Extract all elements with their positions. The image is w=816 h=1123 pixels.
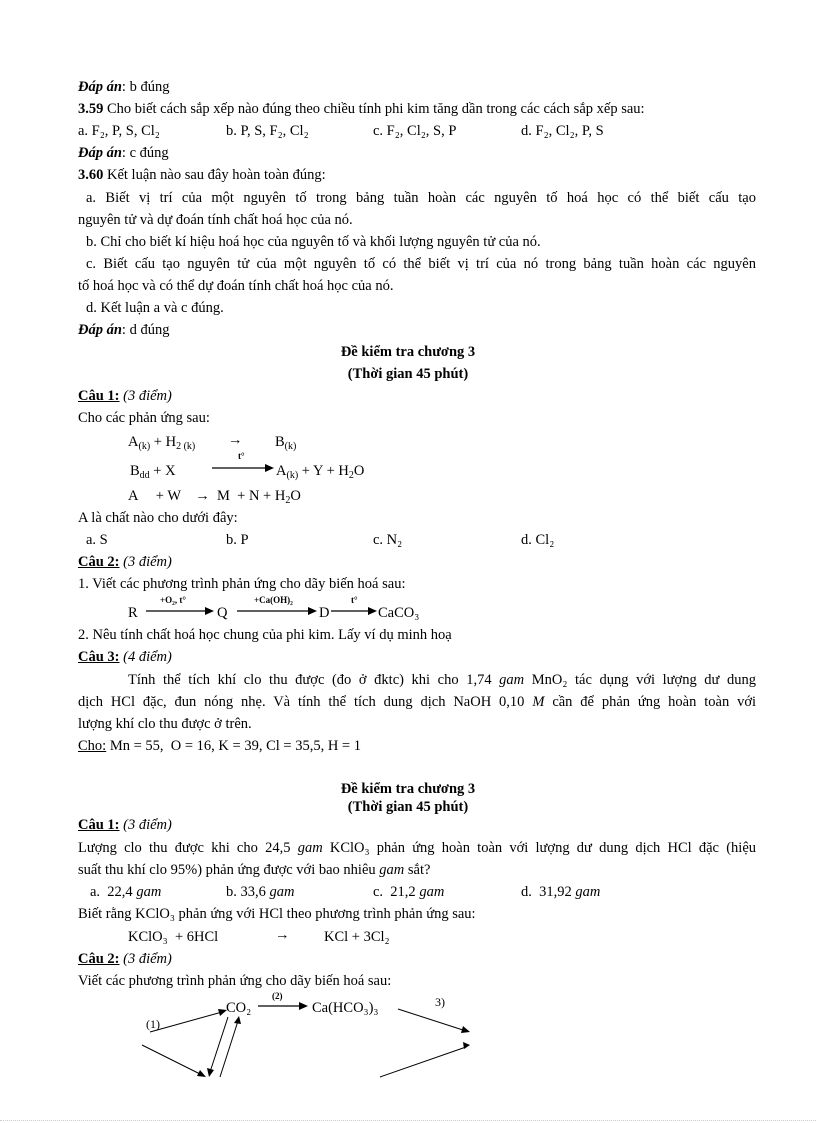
masses: Mn = 55, O = 16, K = 39, Cl = 35,5, H = 1 (106, 738, 361, 754)
reaction-2-left (130, 462, 176, 480)
test1-cau1-heading (78, 387, 172, 405)
reactant-B: B (130, 463, 140, 479)
test2-time: (Thời gian 45 phút) (347, 799, 469, 815)
question-label: Câu 1: (78, 817, 120, 833)
chain-R: R (128, 605, 138, 621)
test1-cau2-part2: 2. Nêu tính chất hoá học chung của phi kim. Lấy ví dụ minh hoạ (78, 627, 452, 643)
question-number: 3.60 (78, 167, 104, 183)
subscript-2: 2 (348, 470, 354, 481)
equation-left: KClO₃ + 6HCl (128, 929, 219, 945)
test1-cau1-question: A là chất nào cho dưới đây: (78, 510, 238, 526)
option-a-line-1: a. Biết vị trí của một nguyên tố trong bảng tuần hoàn các nguyên tố hoá học có thể biết cấu tạo (86, 190, 756, 206)
state-sub: (k) (286, 470, 299, 481)
option-a-line-2: nguyên tử và dự đoán tính chất hoá học của nó. (78, 212, 353, 228)
question-points: (3 điểm) (123, 554, 172, 570)
answer-value: : c đúng (121, 145, 169, 161)
state-sub: (k) (284, 441, 297, 452)
reactant-A: A (128, 434, 139, 450)
reaction-3 (128, 487, 301, 505)
option-value: b. 33,6 (226, 884, 266, 900)
option-b: b. Chỉ cho biết kí hiệu hoá học của nguyên tố và khối lượng nguyên tử của nó. (86, 234, 541, 250)
equation-right: KCl + 3Cl₂ (324, 929, 390, 945)
test1-atomic-masses (78, 737, 361, 755)
diagram-CaHCO3: Ca(HCO₃)₃ (312, 1000, 379, 1016)
option-c-line-1: c. Biết cấu tạo nguyên tử của một nguyên tố có thể biết vị trí của nó trong bảng tuần hoàn các nguyên (86, 256, 756, 272)
answer-label: Đáp án (78, 79, 122, 95)
state-sub: dd (139, 470, 150, 481)
chain-D: D (319, 605, 330, 621)
answer-line-1 (78, 78, 169, 96)
test2-cau1-line1 (78, 839, 756, 857)
text: MnO₂ tác dụng với lượng dư dung (531, 672, 756, 688)
reaction-2-right (276, 462, 364, 480)
chain-arrow-3 (331, 605, 377, 617)
option-c-line-2: tố hoá học và có thể dự đoán tính chất hoá học của nó. (78, 278, 394, 294)
answer-label: Đáp án (78, 322, 122, 338)
answer-label: Đáp án (78, 145, 122, 161)
arrow-bottom-left (142, 1045, 202, 1075)
test1-cau3-line1 (128, 671, 756, 689)
test2-cau1-line2 (78, 861, 430, 879)
question-number: 3.59 (78, 101, 104, 117)
option-d: d. F₂, Cl₂, P, S (521, 123, 604, 139)
text: Lượng clo thu được khi cho 24,5 (78, 840, 291, 856)
diagram-arrows (130, 995, 480, 1085)
diagram-condition-3: 3) (435, 995, 445, 1009)
option-b (226, 883, 294, 901)
state-sub: 2 (k) (176, 441, 196, 452)
question-points: (4 điểm) (123, 649, 172, 665)
chain-condition-3: t° (351, 595, 358, 605)
water-O: O (290, 488, 301, 504)
reaction-3-text: A + W → M + N + H (128, 488, 286, 504)
option-d (521, 883, 600, 901)
question-label: Câu 3: (78, 649, 120, 665)
option-b: b. P (226, 532, 249, 548)
chain-arrow-2 (237, 605, 317, 617)
option-value: d. 31,92 (521, 884, 572, 900)
text: suất thu khí clo 95%) phản ứng được với bao nhiêu (78, 862, 376, 878)
unit-gam: gam (419, 884, 445, 900)
reactant-H2: + H (153, 434, 177, 450)
question-label: Câu 2: (78, 554, 120, 570)
question-3-60 (78, 166, 326, 184)
option-value: c. 21,2 (373, 884, 416, 900)
test2-cau2-text: Viết các phương trình phản ứng cho dãy biến hoá sau: (78, 973, 392, 989)
chain-arrow-1 (146, 605, 214, 617)
test1-cau3-line2 (78, 693, 756, 711)
option-a: a. S (86, 532, 108, 548)
equation-arrow: → (275, 927, 290, 943)
test1-cau2-part1: 1. Viết các phương trình phản ứng cho dãy biến hoá sau: (78, 576, 406, 592)
unit-gam: gam (499, 672, 525, 688)
arrow-bottom-right (380, 1047, 466, 1077)
unit-gam: gam (575, 884, 601, 900)
question-label: Câu 2: (78, 951, 120, 967)
option-b: b. P, S, F₂, Cl₂ (226, 123, 309, 139)
test2-cau1-note: Biết rằng KClO₃ phản ứng với HCl theo phương trình phản ứng sau: (78, 906, 476, 922)
option-a (90, 883, 161, 901)
reaction-1-arrow: → (228, 432, 243, 448)
products-rest: + Y + H (301, 463, 349, 479)
reaction-1-product (275, 433, 296, 451)
test2-title: Đề kiểm tra chương 3 (340, 781, 476, 797)
test2-cau1-heading (78, 816, 172, 834)
cho-label: Cho: (78, 738, 107, 754)
arrow-3 (398, 1009, 466, 1031)
text: dịch HCl đặc, đun nóng nhẹ. Và tính thể tích dung dịch NaOH 0,10 (78, 694, 525, 710)
question-label: Câu 1: (78, 388, 120, 404)
question-points: (3 điểm) (123, 388, 172, 404)
unit-M: M (532, 694, 545, 710)
chain-Q: Q (217, 605, 228, 621)
diagram-CO2: CO₂ (226, 1000, 252, 1016)
chain-CaCO3: CaCO₃ (378, 605, 420, 621)
arrow-up (220, 1021, 238, 1077)
product-A: A (276, 463, 287, 479)
answer-value: : d đúng (121, 322, 170, 338)
question-points: (3 điểm) (123, 817, 172, 833)
chain-condition-2: +Ca(OH)₂ (254, 595, 293, 605)
answer-line-3 (78, 321, 169, 339)
answer-value: : b đúng (121, 79, 170, 95)
reaction-1-left (128, 433, 195, 451)
arrow-down (210, 1017, 228, 1072)
option-d: d. Cl₂ (521, 532, 555, 548)
text: KClO₃ phản ứng hoàn toàn với lượng dư dung dịch HCl đặc (hiệu (329, 840, 757, 856)
water-O: O (353, 463, 365, 479)
test1-cau2-heading (78, 553, 172, 571)
option-d: d. Kết luận a và c đúng. (86, 300, 224, 316)
test1-time: (Thời gian 45 phút) (347, 366, 469, 382)
page-bottom-dotted-line (0, 1120, 816, 1121)
chain-condition-1: +O₂, t° (160, 595, 186, 605)
question-3-59 (78, 100, 645, 118)
answer-line-2 (78, 144, 169, 162)
product-B: B (275, 434, 285, 450)
test2-cau2-heading (78, 950, 172, 968)
option-c (373, 883, 444, 901)
option-a: a. F₂, P, S, Cl₂ (78, 123, 160, 139)
reactant-X: + X (153, 463, 176, 479)
text: Tính thể tích khí clo thu được (đo ở đktc) khi cho 1,74 (128, 672, 492, 688)
diagram-condition-1: (1) (146, 1017, 160, 1031)
arrow-1 (150, 1012, 222, 1032)
diagram-condition-2: (2) (272, 991, 283, 1001)
test1-cau3-line3: lượng khí clo thu được ở trên. (78, 716, 252, 732)
text: sắt? (407, 862, 431, 878)
test1-cau1-intro: Cho các phản ứng sau: (78, 410, 210, 426)
unit-gam: gam (379, 862, 405, 878)
text: cần để phản ứng hoàn toàn với (552, 694, 757, 710)
reaction-2-arrow (212, 462, 274, 474)
test1-title: Đề kiểm tra chương 3 (340, 344, 476, 360)
question-text: Kết luận nào sau đây hoàn toàn đúng: (107, 167, 326, 183)
option-c: c. F₂, Cl₂, S, P (373, 123, 457, 139)
unit-gam: gam (136, 884, 162, 900)
reaction-2-condition: t° (238, 451, 245, 461)
unit-gam: gam (269, 884, 295, 900)
question-text: Cho biết cách sắp xếp nào đúng theo chiều tính phi kim tăng dần trong các cách sắp xếp sau: (107, 101, 645, 117)
subscript-2: 2 (285, 495, 291, 506)
option-value: a. 22,4 (90, 884, 133, 900)
state-sub: (k) (138, 441, 151, 452)
option-c: c. N₂ (373, 532, 403, 548)
test1-cau3-heading (78, 648, 172, 666)
unit-gam: gam (297, 840, 323, 856)
question-points: (3 điểm) (123, 951, 172, 967)
